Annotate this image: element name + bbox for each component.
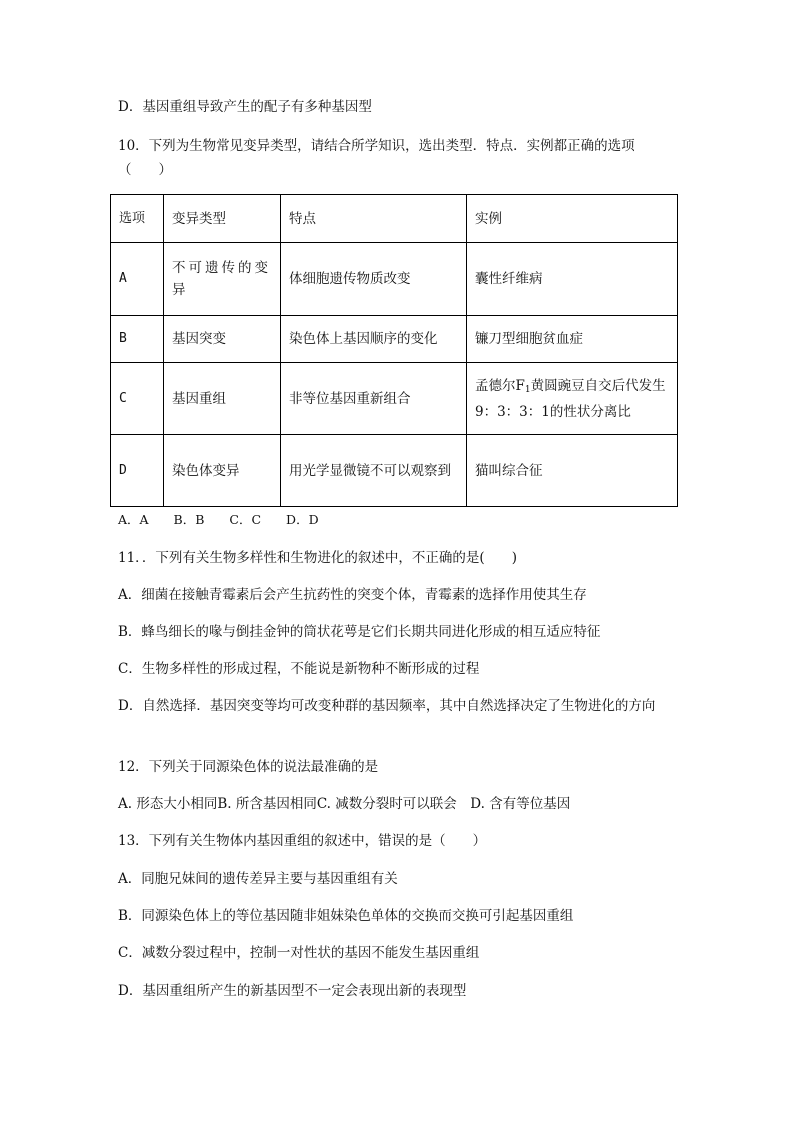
row-option: B xyxy=(111,316,164,363)
row-option: A xyxy=(111,243,164,316)
example-subscript: 1 xyxy=(524,384,531,395)
q13-option-b: B．同源染色体上的等位基因随非姐妹染色单体的交换而交换可引起基因重组 xyxy=(118,908,574,924)
question-13: 13．下列有关生物体内基因重组的叙述中，错误的是（ ） xyxy=(118,833,487,849)
q13-option-c: C．减数分裂过程中，控制一对性状的基因不能发生基因重组 xyxy=(118,945,480,961)
q11-option-a: A．细菌在接触青霉素后会产生抗药性的突变个体，青霉素的选择作用使其生存 xyxy=(118,587,587,603)
question-11: 11．．下列有关生物多样性和生物进化的叙述中，不正确的是( ) xyxy=(118,550,517,566)
row-type: 基因突变 xyxy=(164,316,281,363)
row-option: D xyxy=(111,435,164,507)
q13-option-d: D．基因重组所产生的新基因型不一定会表现出新的表现型 xyxy=(118,983,467,999)
row-example: 囊性纤维病 xyxy=(467,243,678,316)
table-header-row xyxy=(111,195,678,243)
row-feature: 染色体上基因顺序的变化 xyxy=(281,316,467,363)
q11-option-c: C．生物多样性的形成过程，不能说是新物种不断形成的过程 xyxy=(118,661,480,677)
question-10: 10．下列为生物常见变异类型，请结合所学知识，选出类型．特点．实例都正确的选项（ ） xyxy=(118,138,635,178)
table-row xyxy=(111,243,678,316)
example-text-pre: 孟德尔F xyxy=(475,377,525,394)
q11-option-b: B．蜂鸟细长的喙与倒挂金钟的筒状花萼是它们长期共同进化形成的相互适应特征 xyxy=(118,624,601,640)
q9-option-d: D．基因重组导致产生的配子有多种基因型 xyxy=(118,99,372,115)
q13-option-a: A．同胞兄妹间的遗传差异主要与基因重组有关 xyxy=(118,871,398,887)
row-feature: 用光学显微镜不可以观察到 xyxy=(281,435,467,507)
row-example: 猫叫综合征 xyxy=(467,435,678,507)
q12-options: A. 形态大小相同B. 所含基因相同C. 减数分裂时可以联会 D. 含有等位基因 xyxy=(118,796,571,812)
question-10-options: A．A B．B C．C D．D xyxy=(118,512,319,527)
header-example: 实例 xyxy=(467,195,678,243)
row-type: 不可遗传的变异 xyxy=(164,243,281,316)
row-type: 染色体变异 xyxy=(164,435,281,507)
q11-option-d: D．自然选择．基因突变等均可改变种群的基因频率，其中自然选择决定了生物进化的方向 xyxy=(118,698,656,714)
table-row xyxy=(111,363,678,435)
row-option: C xyxy=(111,363,164,435)
header-type: 变异类型 xyxy=(164,195,281,243)
table-row xyxy=(111,435,678,507)
row-example xyxy=(467,363,678,435)
header-feature: 特点 xyxy=(281,195,467,243)
question-12: 12．下列关于同源染色体的说法最准确的是 xyxy=(118,759,379,775)
header-option: 选项 xyxy=(111,195,164,243)
row-type: 基因重组 xyxy=(164,363,281,435)
variation-table xyxy=(110,194,678,507)
example-text-post: 黄圆豌豆自交后代发生9：3：3：1的性状分离比 xyxy=(475,377,666,420)
table-row xyxy=(111,316,678,363)
row-example: 镰刀型细胞贫血症 xyxy=(467,316,678,363)
row-feature: 体细胞遗传物质改变 xyxy=(281,243,467,316)
row-feature: 非等位基因重新组合 xyxy=(281,363,467,435)
